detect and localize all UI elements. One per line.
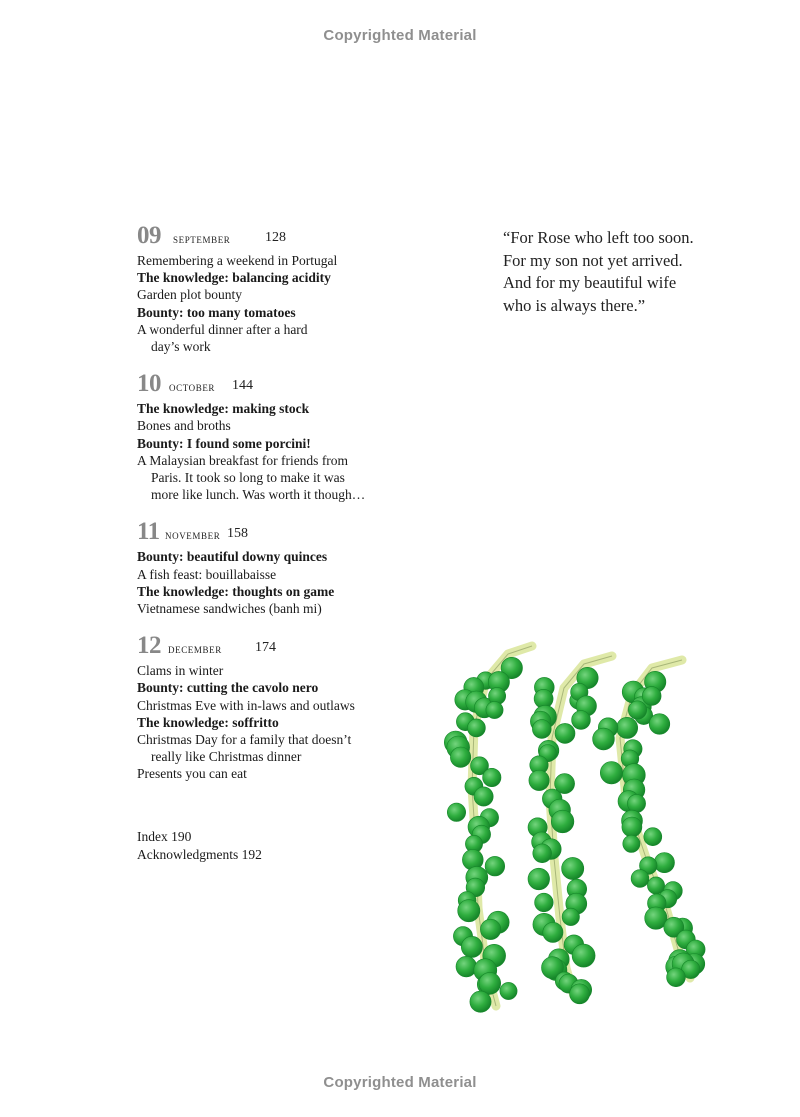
dedication-line: who is always there.” [503, 295, 646, 315]
peppercorn-berry [649, 714, 670, 735]
month-section [137, 518, 437, 617]
peppercorn-berry [644, 828, 662, 846]
month-heading [137, 222, 437, 252]
month-number: 10 [137, 370, 161, 398]
peppercorn-berry [447, 803, 465, 821]
peppercorn-berry [555, 723, 575, 743]
contents-entry: Bounty: cutting the cavolo nero [137, 680, 319, 696]
month-page-number: 128 [265, 230, 286, 245]
peppercorn-berry [535, 893, 554, 912]
contents-entry: Garden plot bounty [137, 287, 242, 303]
month-name: october [169, 379, 216, 395]
peppercorn-berry [551, 810, 574, 833]
peppercorn-berry [667, 968, 686, 987]
contents-entry: The knowledge: making stock [137, 401, 310, 417]
peppercorn-berry [486, 701, 503, 718]
contents-entry: Bounty: I found some porcini! [137, 435, 311, 451]
peppercorn-berry [654, 853, 674, 873]
contents-entry: Bones and broths [137, 418, 231, 434]
peppercorn-berry [628, 701, 646, 719]
month-page-number: 158 [227, 526, 248, 542]
peppercorn-berry [543, 922, 563, 942]
peppercorn-illustration [414, 588, 774, 1050]
peppercorn-berry [528, 868, 550, 890]
peppercorn-berry [485, 856, 505, 876]
contents-entry: Christmas Eve with in-laws and outlaws [137, 697, 355, 713]
peppercorn-berry [617, 717, 638, 738]
contents-entry: The knowledge: balancing acidity [137, 270, 331, 286]
copyright-watermark-bottom: Copyrighted Material [323, 1074, 477, 1091]
peppercorn-berry [572, 711, 591, 730]
contents-entry: more like lunch. Was worth it though… [151, 487, 366, 503]
dedication [503, 227, 783, 317]
contents-entry: Bounty: beautiful downy quinces [137, 549, 328, 565]
peppercorn-berry [623, 835, 640, 852]
contents-entry: A wonderful dinner after a hard [137, 321, 308, 337]
peppercorn-berry [600, 762, 622, 784]
table-of-contents [137, 222, 437, 798]
month-name: november [165, 527, 221, 543]
peppercorn-berry [474, 787, 493, 806]
month-page-number: 174 [255, 640, 276, 656]
peppercorn-berry [532, 720, 551, 739]
month-section [137, 632, 437, 782]
contents-entry: The knowledge: soffritto [137, 714, 279, 730]
contents-entry: Bounty: too many tomatoes [137, 304, 296, 320]
contents-entry: A Malaysian breakfast for friends from [137, 452, 349, 468]
contents-entry: really like Christmas dinner [151, 749, 302, 765]
peppercorn-berry [470, 991, 491, 1012]
peppercorn-berry [456, 956, 477, 977]
peppercorn-berry [562, 908, 579, 925]
peppercorn-berry [622, 817, 642, 837]
peppercorn-berry [642, 687, 661, 706]
contents-entry: A fish feast: bouillabaisse [137, 566, 277, 582]
contents-entry: Christmas Day for a family that doesn’t [137, 732, 352, 748]
month-page-number: 144 [232, 378, 253, 394]
peppercorn-berry [631, 870, 649, 888]
month-number: 09 [137, 222, 161, 249]
month-number: 11 [137, 518, 160, 546]
peppercorn-berry [467, 719, 485, 737]
dedication-line: “For Rose who left too soon. [503, 228, 694, 247]
peppercorn-berry [480, 919, 500, 939]
contents-entry: Remembering a weekend in Portugal [137, 253, 338, 268]
peppercorn-berry [570, 984, 590, 1004]
contents-entry: Paris. It took so long to make it was [151, 470, 345, 486]
month-section [137, 370, 437, 503]
month-name: december [168, 641, 222, 657]
contents-entry: Clams in winter [137, 663, 224, 679]
month-heading [137, 370, 437, 400]
peppercorn-berry [500, 982, 517, 999]
copyright-watermark-top: Copyrighted Material [323, 27, 477, 44]
peppercorn-berry [483, 768, 501, 786]
peppercorn-berry [533, 844, 552, 863]
contents-entry: Vietnamese sandwiches (banh mi) [137, 601, 322, 617]
index-entry: Index 190 [137, 829, 192, 844]
peppercorn-berry [627, 794, 645, 812]
peppercorn-berry [450, 747, 470, 767]
peppercorn-berry [529, 770, 549, 790]
month-name: september [173, 231, 231, 246]
peppercorn-berry [562, 857, 584, 879]
peppercorn-berry [461, 936, 482, 957]
dedication-line: And for my beautiful wife [503, 273, 677, 293]
acknowledgments-entry: Acknowledgments 192 [137, 846, 262, 862]
month-heading [137, 518, 437, 548]
peppercorn-berry [593, 728, 615, 750]
contents-entry: day’s work [151, 339, 211, 355]
contents-entry: Presents you can eat [137, 766, 247, 782]
month-section [137, 222, 437, 355]
peppercorn-berry [458, 900, 480, 922]
contents-entry: The knowledge: thoughts on game [137, 583, 335, 599]
peppercorn-berry [572, 944, 595, 967]
month-number: 12 [137, 632, 161, 660]
dedication-line: For my son not yet arrived. [503, 250, 683, 270]
month-heading [137, 632, 437, 662]
back-matter [137, 828, 262, 863]
